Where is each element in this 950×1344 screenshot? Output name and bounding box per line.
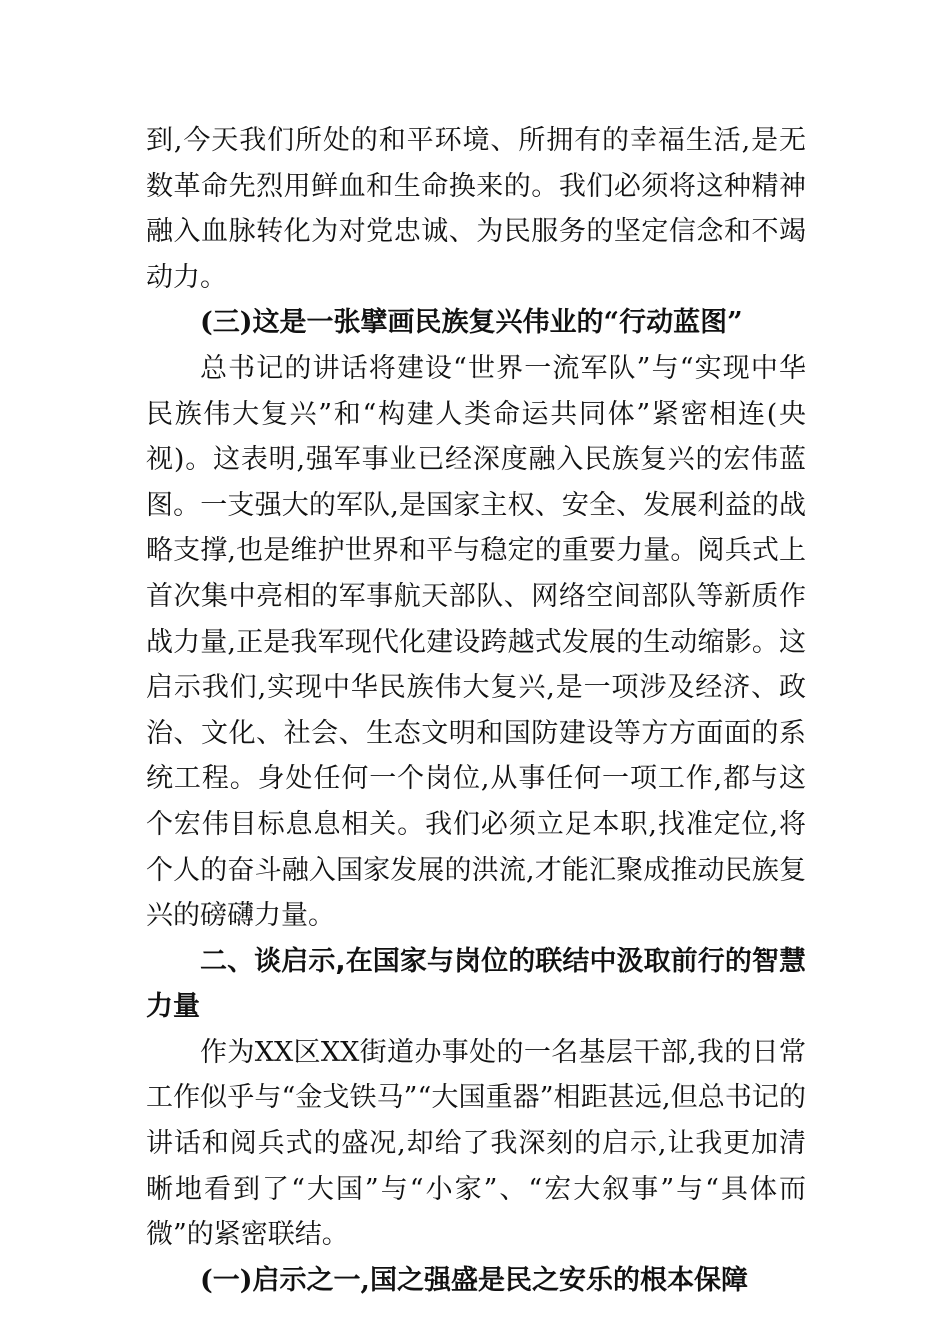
paragraph-continued: 到,今天我们所处的和平环境、所拥有的幸福生活,是无数革命先烈用鲜血和生命换来的。我们必须将这种精神融入血脉转化为对党忠诚、为民服务的坚定信念和不竭动力。 — [146, 125, 806, 293]
subheading-1-inspiration: (一)启示之一,国之强盛是民之安乐的根本保障 — [200, 1264, 748, 1296]
paragraph-body: 作为XX区XX街道办事处的一名基层干部,我的日常工作似乎与“金戈铁马”“大国重器”相距甚远,但总书记的讲话和阅兵式的盛况,却给了我深刻的启示,让我更加清晰地看到了“大国”与“小家”、“宏大叙事”与“具体而微”的紧密联结。 — [146, 1036, 806, 1251]
subheading-3-action-blueprint: (三)这是一张擘画民族复兴伟业的“行动蓝图” — [200, 307, 743, 339]
paragraph-body: 总书记的讲话将建设“世界一流军队”与“实现中华民族伟大复兴”和“构建人类命运共同体”紧密相连(央视)。这表明,强军事业已经深度融入民族复兴的宏伟蓝图。一支强大的军队,是国家主权、安全、发展利益的战略支撑,也是维护世界和平与稳定的重要力量。阅兵式上首次集中亮相的军事航天部队、网络空间部队等新质作战力量,正是我军现代化建设跨越式发展的生动缩影。这启示我们,实现中华民族伟大复兴,是一项涉及经济、政治、文化、社会、生态文明和国防建设等方方面面的系统工程。身处任何一个岗位,从事任何一项工作,都与这个宏伟目标息息相关。我们必须立足本职,找准定位,将个人的奋斗融入国家发展的洪流,才能汇聚成推动民族复兴的磅礴力量。 — [146, 352, 806, 932]
document-body — [146, 118, 806, 1303]
section-heading-2: 二、谈启示,在国家与岗位的联结中汲取前行的智慧力量 — [146, 945, 806, 1023]
